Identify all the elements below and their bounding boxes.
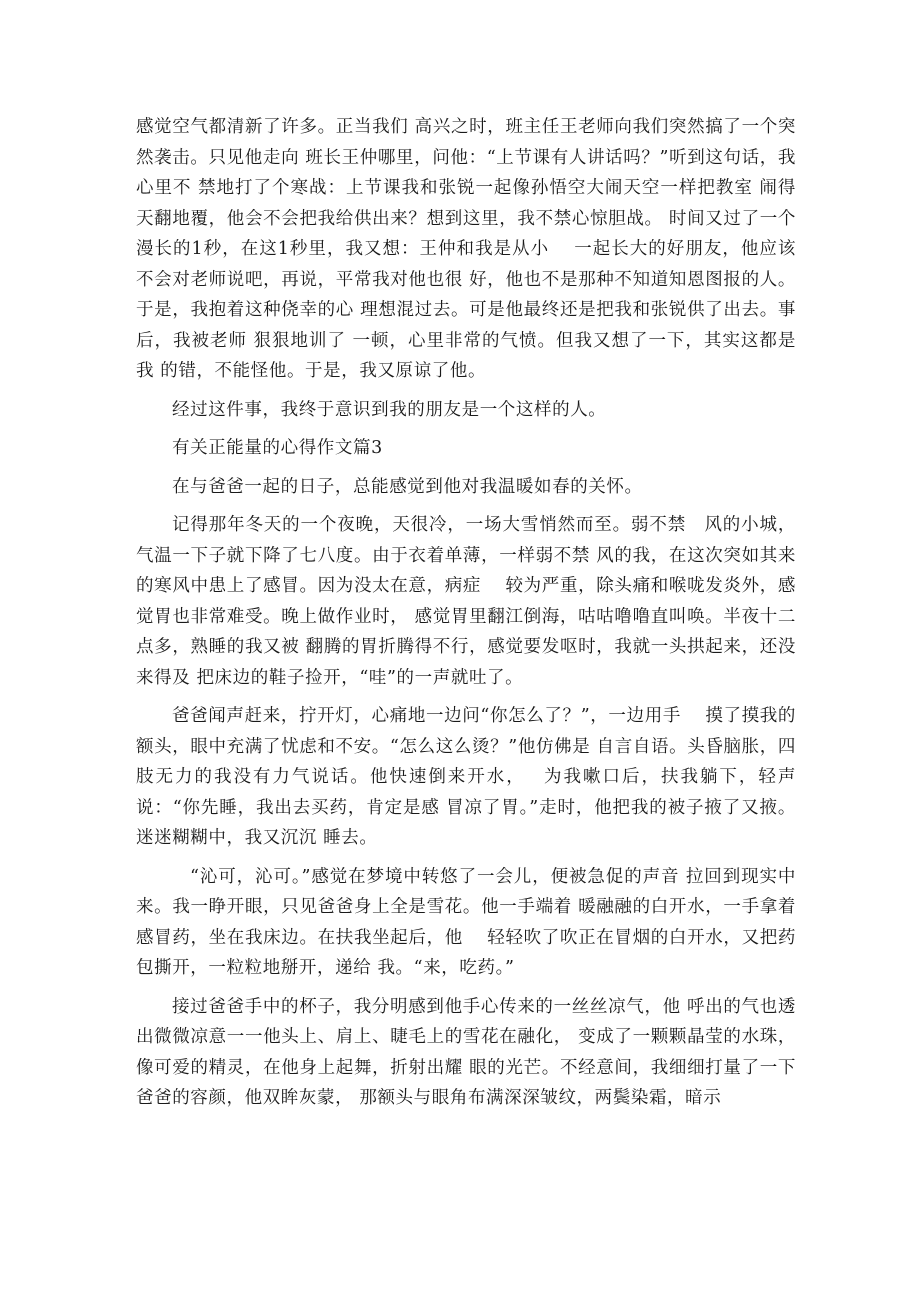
paragraph-2: 经过这件事，我终于意识到我的朋友是一个这样的人。	[172, 399, 607, 420]
paragraph-7: 接过爸爸手中的杯子，我分明感到他手心传来的一丝丝凉气，他 呼出的气也透出微微凉意一一他头上、肩上、睫毛上的雪花在融化， 变成了一颗颗晶莹的水珠，像可爱的精灵，在他身上起舞，折射出耀 眼的光芒。不经意间，我细细打量了一下爸爸的容颜，他双眸灰蒙， 那额头与眼角布满深深皱纹，两鬓染霜，暗示	[136, 996, 796, 1108]
paragraph-5: 爸爸闻声赶来，拧开灯，心痛地一边问“你怎么了？”，一边用手 摸了摸我的额头，眼中充满了忧虑和不安。“怎么这么烫？”他仿佛是 自言自语。头昏脑胀，四肢无力的我没有力气说话。他快速倒来开水， 为我嗽口后，扶我躺下，轻声说：“你先睡，我出去买药，肯定是感 冒凉了胃。”走时，他把我的被子掖了又掖。迷迷糊糊中，我又沉沉 睡去。	[136, 706, 796, 848]
paragraph-1: 感觉空气都清新了许多。正当我们 高兴之时，班主任王老师向我们突然搞了一个突然袭击。只见他走向 班长王仲哪里，问他：“上节课有人讲话吗？”听到这句话，我心里不 禁地打了个寒战：上节课我和张锐一起像孙悟空大闹天空一样把教室 闹得天翻地覆，他会不会把我给供出来？想到这里，我不禁心惊胆战。 时间又过了一个漫长的1秒，在这1秒里，我又想：王仲和我是从小 一起长大的好朋友，他应该不会对老师说吧，再说，平常我对他也很 好，他也不是那种不知道知恩图报的人。于是，我抱着这种侥幸的心 理想混过去。可是他最终还是把我和张锐供了出去。事后，我被老师 狠狠地训了 一顿，心里非常的气愤。但我又想了一下，其实这都是我 的错，不能怪他。于是，我又原谅了他。	[136, 117, 796, 381]
paragraph-3: 在与爸爸一起的日子，总能感觉到他对我温暖如春的关怀。	[172, 476, 643, 497]
paragraph-6: “沁可，沁可。”感觉在梦境中转悠了一会儿，便被急促的声音 拉回到现实中来。我一睁开眼，只见爸爸身上全是雪花。他一手端着 暖融融的白开水，一手拿着感冒药，坐在我床边。在扶我坐起后，他 轻轻吹了吹正在冒烟的白开水，又把药包撕开，一粒粒地掰开，递给 我。“来，吃药。”	[136, 866, 796, 978]
document-body	[136, 112, 796, 1114]
section-heading: 有关正能量的心得作文篇3	[172, 438, 383, 458]
paragraph-4: 记得那年冬天的一个夜晚，天很冷，一场大雪悄然而至。弱不禁 风的小城，气温一下子就下降了七八度。由于衣着单薄，一样弱不禁 风的我，在这次突如其来的寒风中患上了感冒。因为没太在意，病症 较为严重，除头痛和喉咙发炎外，感觉胃也非常难受。晚上做作业时， 感觉胃里翻江倒海，咕咕噜噜直叫唤。半夜十二点多，熟睡的我又被 翻腾的胃折腾得不行，感觉要发呕时，我就一头拱起来，还没来得及 把床边的鞋子捡开，“哇”的一声就吐了。	[136, 515, 796, 688]
